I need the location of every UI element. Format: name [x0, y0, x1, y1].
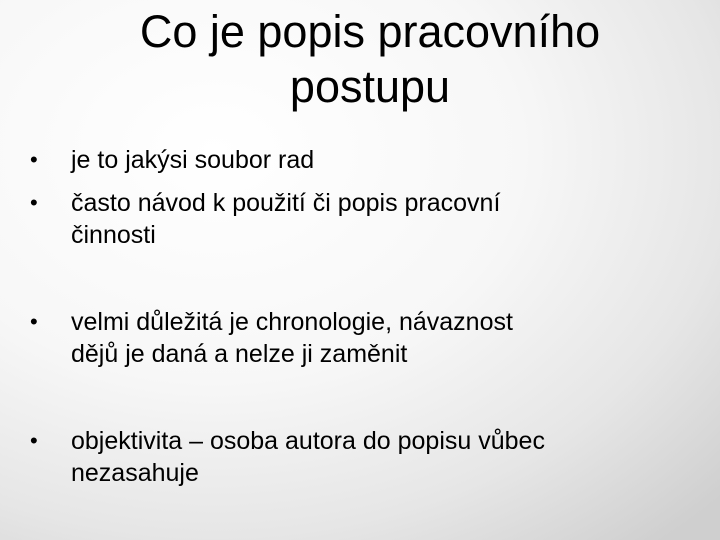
bullet-text: objektivita – osoba autora do popisu vůbec	[71, 427, 545, 455]
bullet-text: je to jakýsi soubor rad	[71, 146, 315, 174]
bullet-item	[30, 187, 700, 251]
bullet-dot-icon: •	[30, 309, 38, 334]
bullet-dot-icon: •	[30, 428, 38, 453]
bullet-dot-icon: •	[30, 147, 38, 172]
bullet-text-continuation: nezasahuje	[71, 459, 199, 487]
bullet-text-continuation: činnosti	[71, 221, 156, 249]
title-line-1: Co je popis pracovního	[139, 6, 601, 57]
bullet-text: často návod k použití či popis pracovní	[71, 189, 501, 217]
bullet-item	[30, 306, 700, 370]
bullet-item	[30, 144, 700, 176]
bullet-dot-icon: •	[30, 190, 38, 215]
title-line-2: postupu	[289, 61, 451, 112]
slide-title	[40, 4, 700, 114]
bullet-text: velmi důležitá je chronologie, návaznost	[71, 308, 513, 336]
bullet-text-continuation: dějů je daná a nelze ji zaměnit	[71, 340, 408, 368]
bullet-item	[30, 425, 700, 489]
